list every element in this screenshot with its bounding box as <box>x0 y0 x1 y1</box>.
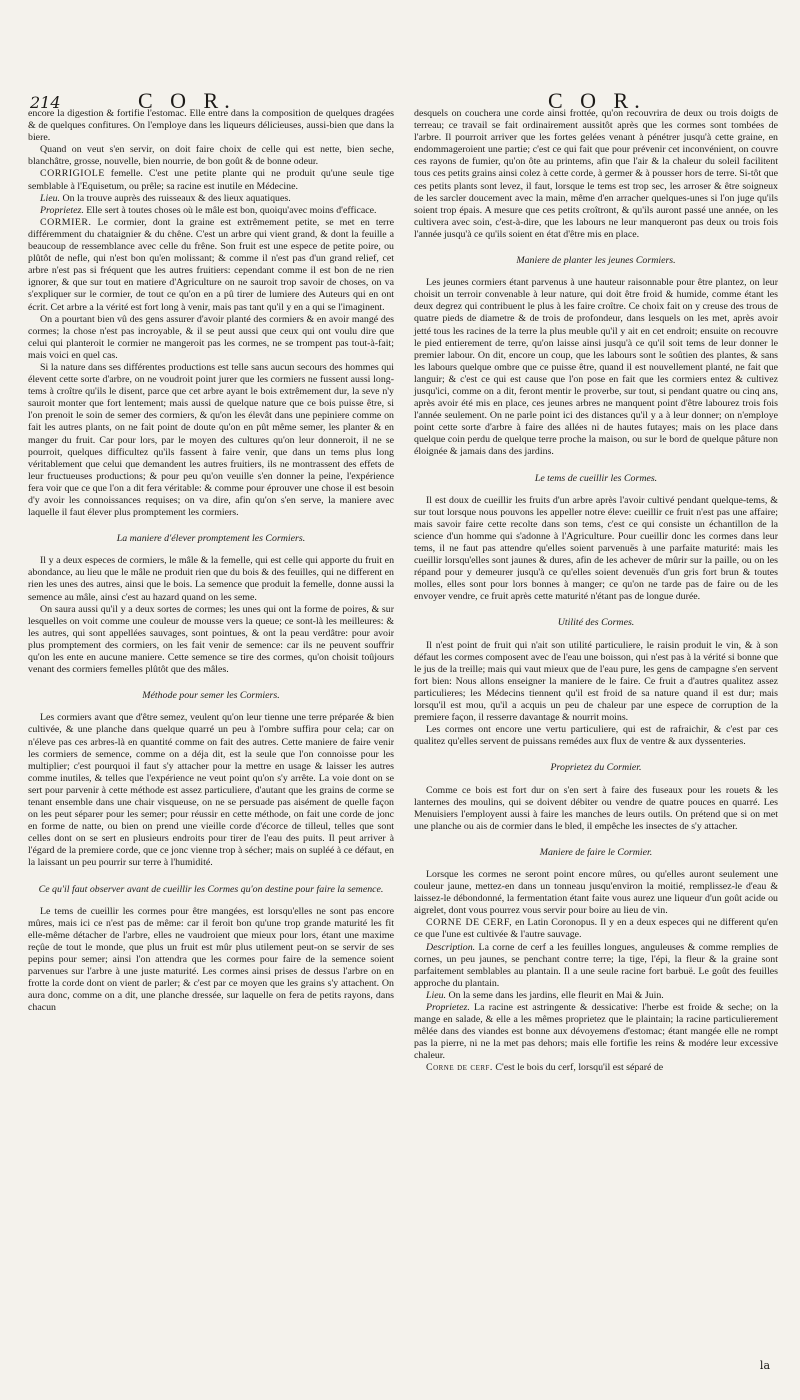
catchword: la <box>759 1359 770 1372</box>
paragraph-text: On a pourtant bien vû des gens assurer d'avoir planté des cormiers & en avoir mangé des cormes; la chose n'est pas incroyable, & il se peut aussi que ceux qui ont voulu dire que celui qui planteroit le cormier ne mangeroit pas les cormes, ne se trompent pas tout-à-fait; mais voici en quel cas. <box>28 313 394 361</box>
paragraph <box>414 942 778 990</box>
entry-term: CORMIER. <box>40 216 92 228</box>
paragraph <box>414 990 778 1002</box>
running-head-left: C O R. <box>138 88 236 113</box>
paragraph-text: Lorsque les cormes ne seront point encore mûres, ou qu'elles auront seulement une couleur jaune, mettez-en dans un tonneau jusqu'environ la moitié, remplissez-le d'eau & laissez-le débondonné, la fermentation étant faite vous aurez une liqueur d'un goût acide ou aigrelet, dont vous pourrez vous servir pour boire au lieu de vin. <box>414 868 778 917</box>
paragraph-text: Il est doux de cueillir les fruits d'un arbre après l'avoir cultivé pendant quelque-tems, & sur tout lorsque nous pouvons les appeller notre éleve: cueillir ce fruit n'est pas une affaire; mais savoir faire cette recolte dans son tems, c'est ce qui consiste un échantillon de la science d'un homme qui s'adonne à l'Agriculture. Pour cueillir donc les cormes dans leur tems, il ne faut pas attendre qu'elles soient parvenuës à une parfaite maturité: mais les cueillir lorsqu'elles sont jaunes & dures, afin de les achever de mûrir sur la paille, ou on les répand pour y demeurer jusqu'à ce qu'elles soient devenuës d'un gris fort brun & toutes molles, elles sont pour lors bonnes à manger; ce qu'on ne tarde pas de faire ou de les envoyer vendre, ce fruit après cette maturité n'étant pas de longue durée. <box>414 494 778 603</box>
paragraph-text: Il n'est point de fruit qui n'ait son utilité particuliere, le raisin produit le vin, & à son défaut les cormes composent avec de l'eau une boisson, qui n'est pas à la vérité si bonne que le jus de la treille; mais qui vaut mieux que de l'eau pure, les gens de campagne s'en servent fort bien: Nous allons enseigner la maniere de le faire. Ce fruit a d'autres qualitez assez particulieres; les Médecins tiennent qu'il est froid de sa nature quand il est dur; mais lorsqu'il est mou, qu'il a acquis un peu de chaleur par une espece de corruption de la premiere façon, il resserre davantage & nourrit moins. <box>414 639 778 724</box>
paragraph <box>28 362 394 519</box>
paragraph-text: La corne de cerf a les feuilles longues, anguleuses & comme remplies de cornes, un peu jaunes, se penchant contre terre; la tige, l'épi, la fleur & la graine sont parfaitement semblables au plantain. Il a une seule racine fort barbuë. Le goût des feuilles approche du plantain. <box>414 941 778 989</box>
paragraph <box>28 314 394 362</box>
paragraph <box>414 1002 778 1062</box>
page-number: 214 <box>30 93 61 112</box>
section-heading: Ce qu'il faut observer avant de cueillir les Cormes qu'on destine pour faire la semence. <box>38 883 384 895</box>
paragraph <box>414 277 778 458</box>
paragraph <box>28 108 394 144</box>
entry-label: Proprietez. <box>40 204 84 216</box>
paragraph-text: On saura aussi qu'il y a deux sortes de cormes; les unes qui ont la forme de poires, & sur lesquelles on voit comme une couleur de mousse vers la queue; ce sont-là les meilleures: & les autres, qui sont appellées sauvages, sont pointues, & ont la peau verdâtre: pour avoir plus promptement des cormiers, on les fait venir de semence: car ils ne peuvent souffrir qu'on les ente en aucune maniere. Cette semence se tire des cormes, qu'on choisit toûjours venant des cormiers femelles plûtôt que des mâles. <box>28 603 394 676</box>
section-heading: La maniere d'élever promptement les Cormiers. <box>116 533 306 545</box>
paragraph-text: Les cormes ont encore une vertu particuliere, qui est de rafraichir, & c'est par ces qualitez qu'elles servent de puissans remédes aux flux de ventre & aux dyssenteries. <box>414 724 778 748</box>
paragraph-text: encore la digestion & fortifie l'estomac. Elle entre dans la composition de quelques dragées & de quelques confitures. On l'employe dans les liqueurs délicieuses, aussi-bien que dans la biere. <box>28 108 394 144</box>
paragraph-text: Elle sert à toutes choses où le mâle est bon, quoiqu'avec moins d'efficace. <box>83 204 377 216</box>
section-heading: Utilité des Cormes. <box>557 617 635 629</box>
running-head-right: C O R. <box>548 88 646 113</box>
paragraph-text: Le cormier, dont la graine est extrêmement petite, se met en terre différemment du chataignier & du chêne. C'est un arbre qui vient grand, & dont la feuille a beaucoup de ressemblance avec celle du frêne. Son fruit est une espece de petite poire, ou plûtôt de nefle, qui n'est bon qu'en molissant; & comme il n'est pas d'un grand relief, cet arbre n'est pas si fréquent que les autres fruitiers: cependant comme il est bon de ne rien ignorer, & que sur tout en matiere d'Agriculture on ne sauroit trop savoir de choses, on va s'expliquer sur le cormier, de tout ce qu'on en a pû tirer de lumiere des Auteurs qui en ont écrit. Cet arbre a la vérité est fort long à venir, mais pas tant qu'il y en a qui se l'imaginent. <box>28 216 394 313</box>
entry-label: Lieu. <box>426 989 447 1001</box>
entry-label: Lieu. <box>40 192 61 204</box>
paragraph <box>28 193 394 205</box>
paragraph-text: Si la nature dans ses différentes productions est telle sans aucun secours des hommes qui élevent cette sorte d'arbre, on ne voudroit point jurer que les cormiers ne fussent aussi long-tems à croître qu'ils le disent, parce que cet arbre ayant le bois extrêmement dur, la seve n'y sauroit monter que fort lentement; mais aussi de quelque nature que ce bois puisse être, si l'on prenoit le soin de semer des cormiers, & qu'on les élevât dans une pepiniere comme on fait les autres plants, on ne fait point de doute qu'on en pût même semer, les planter & en manger du fruit. Car pour lors, par le moyen des cultures qu'on leur donneroit, il ne se pourroit, quelques difficultez qu'ils fassent à faire venir, que dans un tems plus long véritablement que celui que demandent les autres fruitiers, ils ne montrassent des effets de leur fructueuses productions; & pour peu qu'on veuille s'en donner la peine, l'expérience fera voir que ce que l'on a dit fera véritable: & comme pour éprouver une chose il est besoin d'y avoir les connoissances requises; on va dire, afin qu'on s'en serve, la maniere avec laquelle il faut élever plus promptement les cormiers. <box>28 361 394 519</box>
paragraph <box>28 144 394 168</box>
paragraph-text: Comme ce bois est fort dur on s'en sert à faire des fuseaux pour les rouets & les lanternes des moulins, qui se doivent débiter ou vendre de quatre pouces en quarré. Les Menuisiers l'employent aussi à faire les manches de leurs outils. On prétend que si on met une planche ou ais de cormier dans le bled, il empêche les insectes de s'y attacher. <box>414 784 778 832</box>
paragraph-text: en Latin Coronopus. Il y en a deux especes qui ne different qu'en ce que l'une est cultivée & l'autre sauvage. <box>414 917 778 941</box>
entry-term: CORRIGIOLE <box>40 168 105 180</box>
paragraph <box>414 917 778 941</box>
paragraph <box>28 604 394 677</box>
paragraph-text: Les cormiers avant que d'être semez, veulent qu'on leur tienne une terre préparée & bien cultivée, & une planche dans quelque quarré un peu à l'ombre suffira pour cela; car on n'éleve pas ces arbres-là en quantité comme on fait des autres. Cette maniere de faire venir les cormiers de semence, comme on a déja dit, est la seule que l'on connoisse pour les multiplier; c'est pourquoi il faut s'y attacher pour la mettre en usage & laisser les autres comme inutiles, & telles que l'expérience ne veut point qu'on s'y arrête. La voie dont on se sert pour parvenir à cette méthode est assez particuliere, d'autant que les grains de corme se tenant ensemble dans une chair visqueuse, on ne se persuade pas aisément de quelle façon on les peut séparer pour les semer; pour réussir en cette méthode, on fait une corde de jonc en forme de natte, ou bien on prend une vieille corde d'écorce de tilleul, telles que sont celles dont on se sert en plusieurs endroits pour tirer de l'eau des puits. Il peut arriver à l'égard de la premiere corde, que ce jonc vienne trop à sécher; mais on supléé à ce défaut, en la laissant un peu pourrir sur terre à l'humidité. <box>28 712 394 869</box>
entry-label: Description. <box>426 941 476 953</box>
section-heading: Méthode pour semer les Cormiers. <box>142 690 280 702</box>
paragraph <box>414 1062 778 1074</box>
section-heading: Maniere de planter les jeunes Cormiers. <box>516 255 676 267</box>
paragraph-text: desquels on couchera une corde ainsi frottée, qu'on recouvrira de deux ou trois doigts de terreau; ce travail se fait ordinairement aussitôt après que les cormes sont tombées de l'arbre. Il pourroit arriver que les fortes gelées venant à pénétrer jusqu'à cette graine, en endommageroient une partie; c'est ce qui fait que pour prévenir cet inconvénient, on couvre ces rayons de fumier, qu'on ôte au printems, afin que l'air & la chaleur du soleil facilitent tous ces petits grains ainsi colez à cette corde, à germer & à pousser hors de terre. Si-tôt que ces petits plants sont levez, il faut, lorsque le tems est trop sec, les arroser & être soigneux de les sarcler doucement avec la main, même d'en arracher quelques-unes si l'on juge qu'ils soient trop épais. A mesure que ces petits croîtront, & qu'ils auront passé une année, on les cultivera avec soin, c'est-à-dire, que les labours ne leur manqueront pas deux ou trois fois l'année jusqu'à ce qu'ils soient en état d'être mis en place. <box>414 108 778 240</box>
paragraph-text: femelle. C'est une petite plante qui ne produit qu'une seule tige semblable à l'Equisetum, ou prêle; sa racine est inutile en Médecine. <box>28 168 394 192</box>
paragraph <box>28 712 394 869</box>
entry-label: Proprietez. <box>426 1002 470 1013</box>
paragraph <box>414 640 778 725</box>
section-heading: Le tems de cueillir les Cormes. <box>534 472 658 484</box>
paragraph <box>28 217 394 314</box>
paragraph <box>414 108 778 241</box>
paragraph-text: On la seme dans les jardins, elle fleurit en Mai & Juin. <box>446 989 664 1001</box>
paragraph-text: Le tems de cueillir les cormes pour être mangées, est lorsqu'elles ne sont pas encore mûres, mais ici ce n'est pas de même: car il feroit bon qu'une trop grande maturité les fit elle-même détacher de l'arbre, elles ne vaudroient que mieux pour lors, étant une maxime reçûe de tout le monde, que plus un fruit est mûr plus utilement peut-on se servir de ses pepins pour semer; ainsi l'on attendra que les cormes pour faire de la semence soient parvenues sur l'arbre à une juste maturité. Les cormes ainsi prises de dessus l'arbre on en frotte la corde dont on vient de parler; & c'est par ce moyen que les grains s'y attachent. On aura donc, comme on a dit, une planche dressée, sur laquelle on fera de petits rayons, dans chacun <box>28 905 394 1014</box>
paragraph-text: Il y a deux especes de cormiers, le mâle & la femelle, qui est celle qui apporte du fruit en abondance, au lieu que le mâle ne produit rien que du bois & des feuilles, qui ne different en rien les unes des autres, ainsi que le bois. La semence que produit la femelle, donne aussi la semence au mâle, ainsi c'est au hazard quand on les seme. <box>28 555 394 603</box>
entry-term: Corne de cerf. <box>426 1062 493 1074</box>
paragraph <box>28 168 394 192</box>
paragraph <box>28 555 394 603</box>
paragraph <box>414 869 778 917</box>
right-text-column <box>414 108 778 1075</box>
paragraph-text: Les jeunes cormiers étant parvenus à une hauteur raisonnable pour être plantez, on leur choisit un terroir convenable à leur nature, qui doit être froid & humide, comme étant les deux degrez qui contribuent le plus à les faire croître. Ce choix fait on y creuse des trous de quatre pieds de diametre & de trois de profondeur, dans lesquels on les met, après avoir jetté tous les racines de la terre la plus meuble qu'il y ait en cet endroit; ensuite on recouvre le pied entierement de terre, qu'on laisse ainsi jusqu'à ce qu'il soit tems de leur donner le premier labour. On dit, encore un coup, que les labours sont le soûtien des plantes, & sans les labours quelque ombre que ce puisse être, quand il est nouvellement planté, ne fait que languir; & c'est ce qui est cause que l'on pose en fait que les cormiers entez & cultivez jusqu'ici, comme on a dit, feront mentir le proverbe, sur tout, si pendant quatre ou cinq ans, après avoir été mis en place, ces jeunes arbres ne manquent point d'être labourez trois fois l'année seulement. On ne parle point ici des distances qu'il y a à leur donner; on n'employe point cette sorte d'arbre à faire des allées ni de hautes futayes; mais on les place dans quelque coin perdu de quelque terre proche la maison, ou sur le bord de quelque pâture non éloignée & jamais dans des jardins. <box>414 277 778 458</box>
paragraph-text: C'est le bois du cerf, lorsqu'il est séparé de <box>492 1062 664 1074</box>
section-heading: Maniere de faire le Cormier. <box>539 846 653 858</box>
section-heading: Proprietez du Cormier. <box>550 762 642 774</box>
paragraph <box>28 205 394 217</box>
paragraph-text: La racine est astringente & dessicative: l'herbe est froide & seche; on la mange en salade, & elle a les mêmes proprietez que le plaintain; la racine particulierement mêlée dans des viandes est bonne aux dévoyemens d'estomac; étant mangée elle ne rompt pas la pierre, ni ne la met pas dehors; mais elle fortifie les reins & modére leur excessive chaleur. <box>414 1002 778 1062</box>
paragraph <box>28 906 394 1015</box>
paragraph <box>414 495 778 604</box>
paragraph <box>414 785 778 833</box>
paragraph-text: Quand on veut s'en servir, on doit faire choix de celle qui est nette, bien seche, blanchâtre, grosse, nouvelle, bien nourrie, de bon goût & de bonne odeur. <box>28 144 394 168</box>
entry-term: CORNE DE CERF, <box>426 917 513 929</box>
paragraph-text: On la trouve auprès des ruisseaux & des lieux aquatiques. <box>60 192 291 204</box>
paragraph <box>414 724 778 748</box>
left-text-column <box>28 108 394 1014</box>
